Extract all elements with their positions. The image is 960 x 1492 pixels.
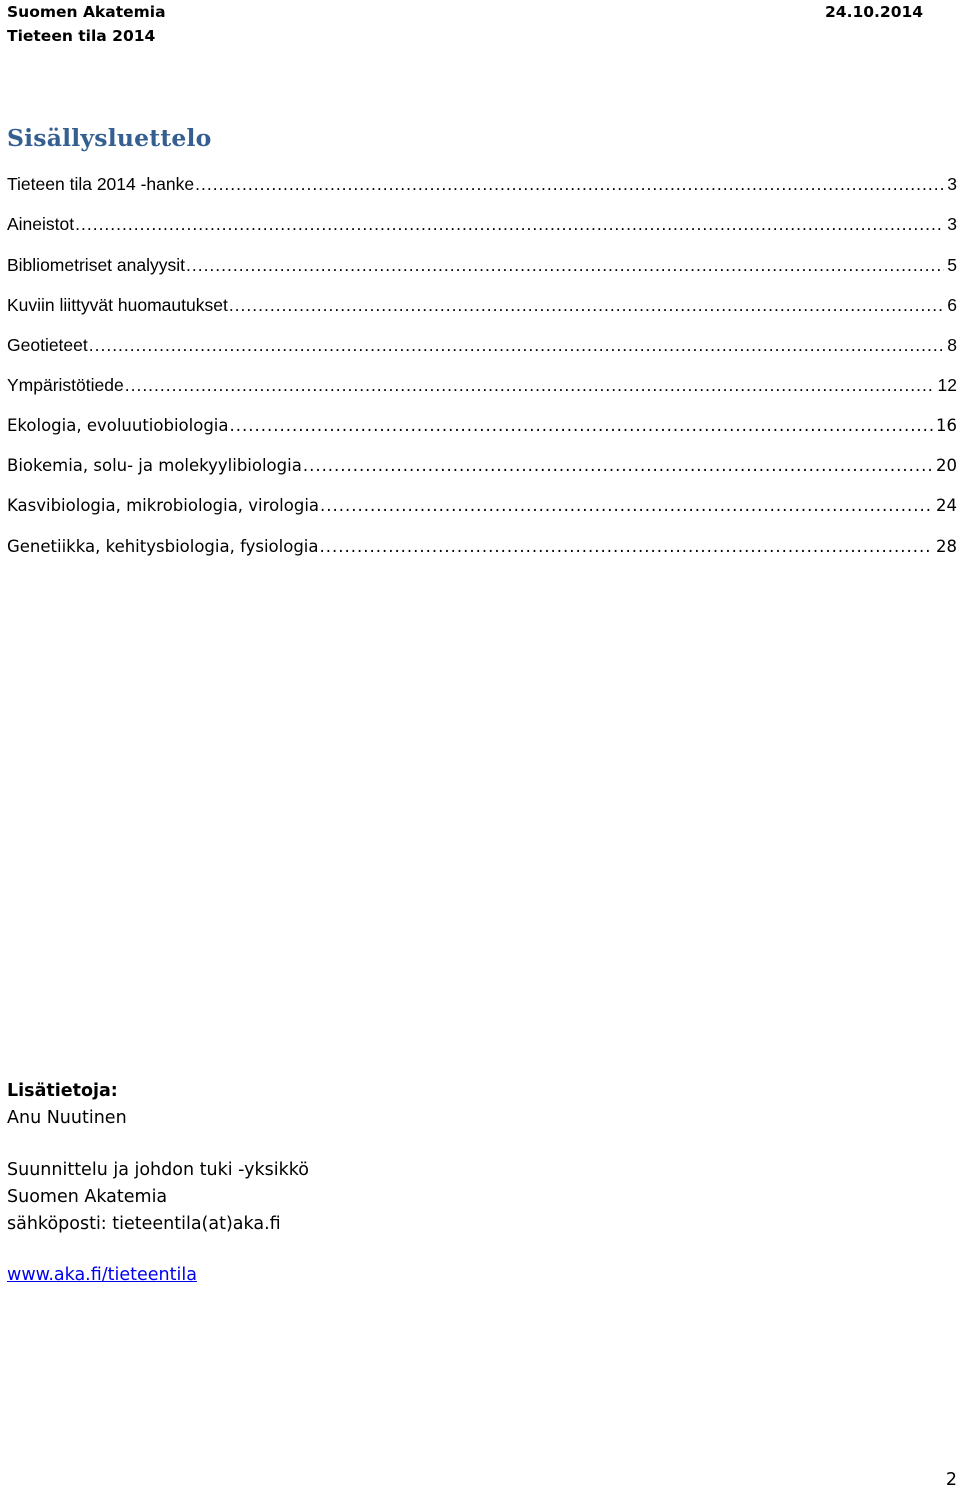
- toc-leader: [186, 245, 944, 285]
- toc-entry-page: 16: [936, 415, 957, 435]
- toc-entry-page: 3: [947, 174, 957, 194]
- toc-leader: [89, 325, 945, 365]
- toc-entry[interactable]: [7, 245, 957, 285]
- toc-title: Sisällysluettelo: [7, 124, 212, 152]
- toc-entry[interactable]: [7, 164, 957, 204]
- toc-entry-label: Geotieteet: [7, 335, 88, 356]
- toc-entry-label: Tieteen tila 2014 -hanke: [7, 174, 195, 194]
- toc-entry-label: Genetiikka, kehitysbiologia, fysiologia: [7, 536, 319, 556]
- contact-heading: Lisätietoja:: [7, 1081, 118, 1101]
- toc-entry[interactable]: [7, 285, 957, 325]
- toc-leader: [229, 285, 944, 325]
- toc-entry-label: Kuviin liittyvät huomautukset: [7, 294, 228, 315]
- toc-leader: [320, 527, 934, 567]
- table-of-contents: [7, 164, 957, 567]
- toc-leader: [303, 446, 933, 486]
- toc-entry-page: 12: [937, 375, 957, 396]
- toc-entry-label: Ekologia, evoluutiobiologia: [7, 415, 229, 435]
- contact-organization: Suomen Akatemia: [7, 1187, 168, 1207]
- contact-block: [7, 1078, 309, 1289]
- toc-entry[interactable]: [7, 406, 957, 446]
- toc-leader: [320, 486, 933, 526]
- contact-unit: Suunnittelu ja johdon tuki -yksikkö: [7, 1160, 309, 1180]
- toc-entry-page: 28: [936, 536, 957, 556]
- toc-entry[interactable]: [7, 365, 957, 405]
- toc-leader: [75, 204, 944, 244]
- contact-name: Anu Nuutinen: [7, 1108, 127, 1128]
- header-date: 24.10.2014: [825, 3, 924, 21]
- toc-entry-label: Bibliometriset analyysit: [7, 254, 185, 275]
- toc-entry[interactable]: [7, 204, 957, 244]
- toc-entry-label: Aineistot: [7, 214, 75, 235]
- page-number: 2: [945, 1470, 957, 1490]
- website-link[interactable]: www.aka.fi/tieteentila: [7, 1265, 197, 1285]
- contact-email: sähköposti: tieteentila(at)aka.fi: [7, 1214, 281, 1234]
- page-header: [7, 0, 953, 48]
- toc-leader: [195, 164, 944, 204]
- toc-entry-page: 3: [947, 214, 957, 235]
- toc-entry-label: Ympäristötiede: [7, 375, 124, 396]
- toc-leader: [125, 365, 935, 405]
- toc-entry-page: 20: [936, 456, 957, 476]
- toc-entry-page: 6: [947, 294, 957, 315]
- toc-entry[interactable]: [7, 325, 957, 365]
- toc-entry-label: Kasvibiologia, mikrobiologia, virologia: [7, 496, 320, 516]
- header-report-title: Tieteen tila 2014: [7, 27, 156, 45]
- toc-entry-page: 24: [936, 496, 957, 516]
- header-organization: Suomen Akatemia: [7, 3, 166, 21]
- toc-entry-page: 5: [947, 254, 957, 275]
- toc-leader: [230, 406, 934, 446]
- toc-entry-page: 8: [947, 335, 957, 356]
- toc-entry-label: Biokemia, solu- ja molekyylibiologia: [7, 456, 302, 476]
- contact-spacer: [7, 1132, 309, 1157]
- toc-entry[interactable]: [7, 446, 957, 486]
- toc-entry[interactable]: [7, 527, 957, 567]
- toc-entry[interactable]: [7, 486, 957, 526]
